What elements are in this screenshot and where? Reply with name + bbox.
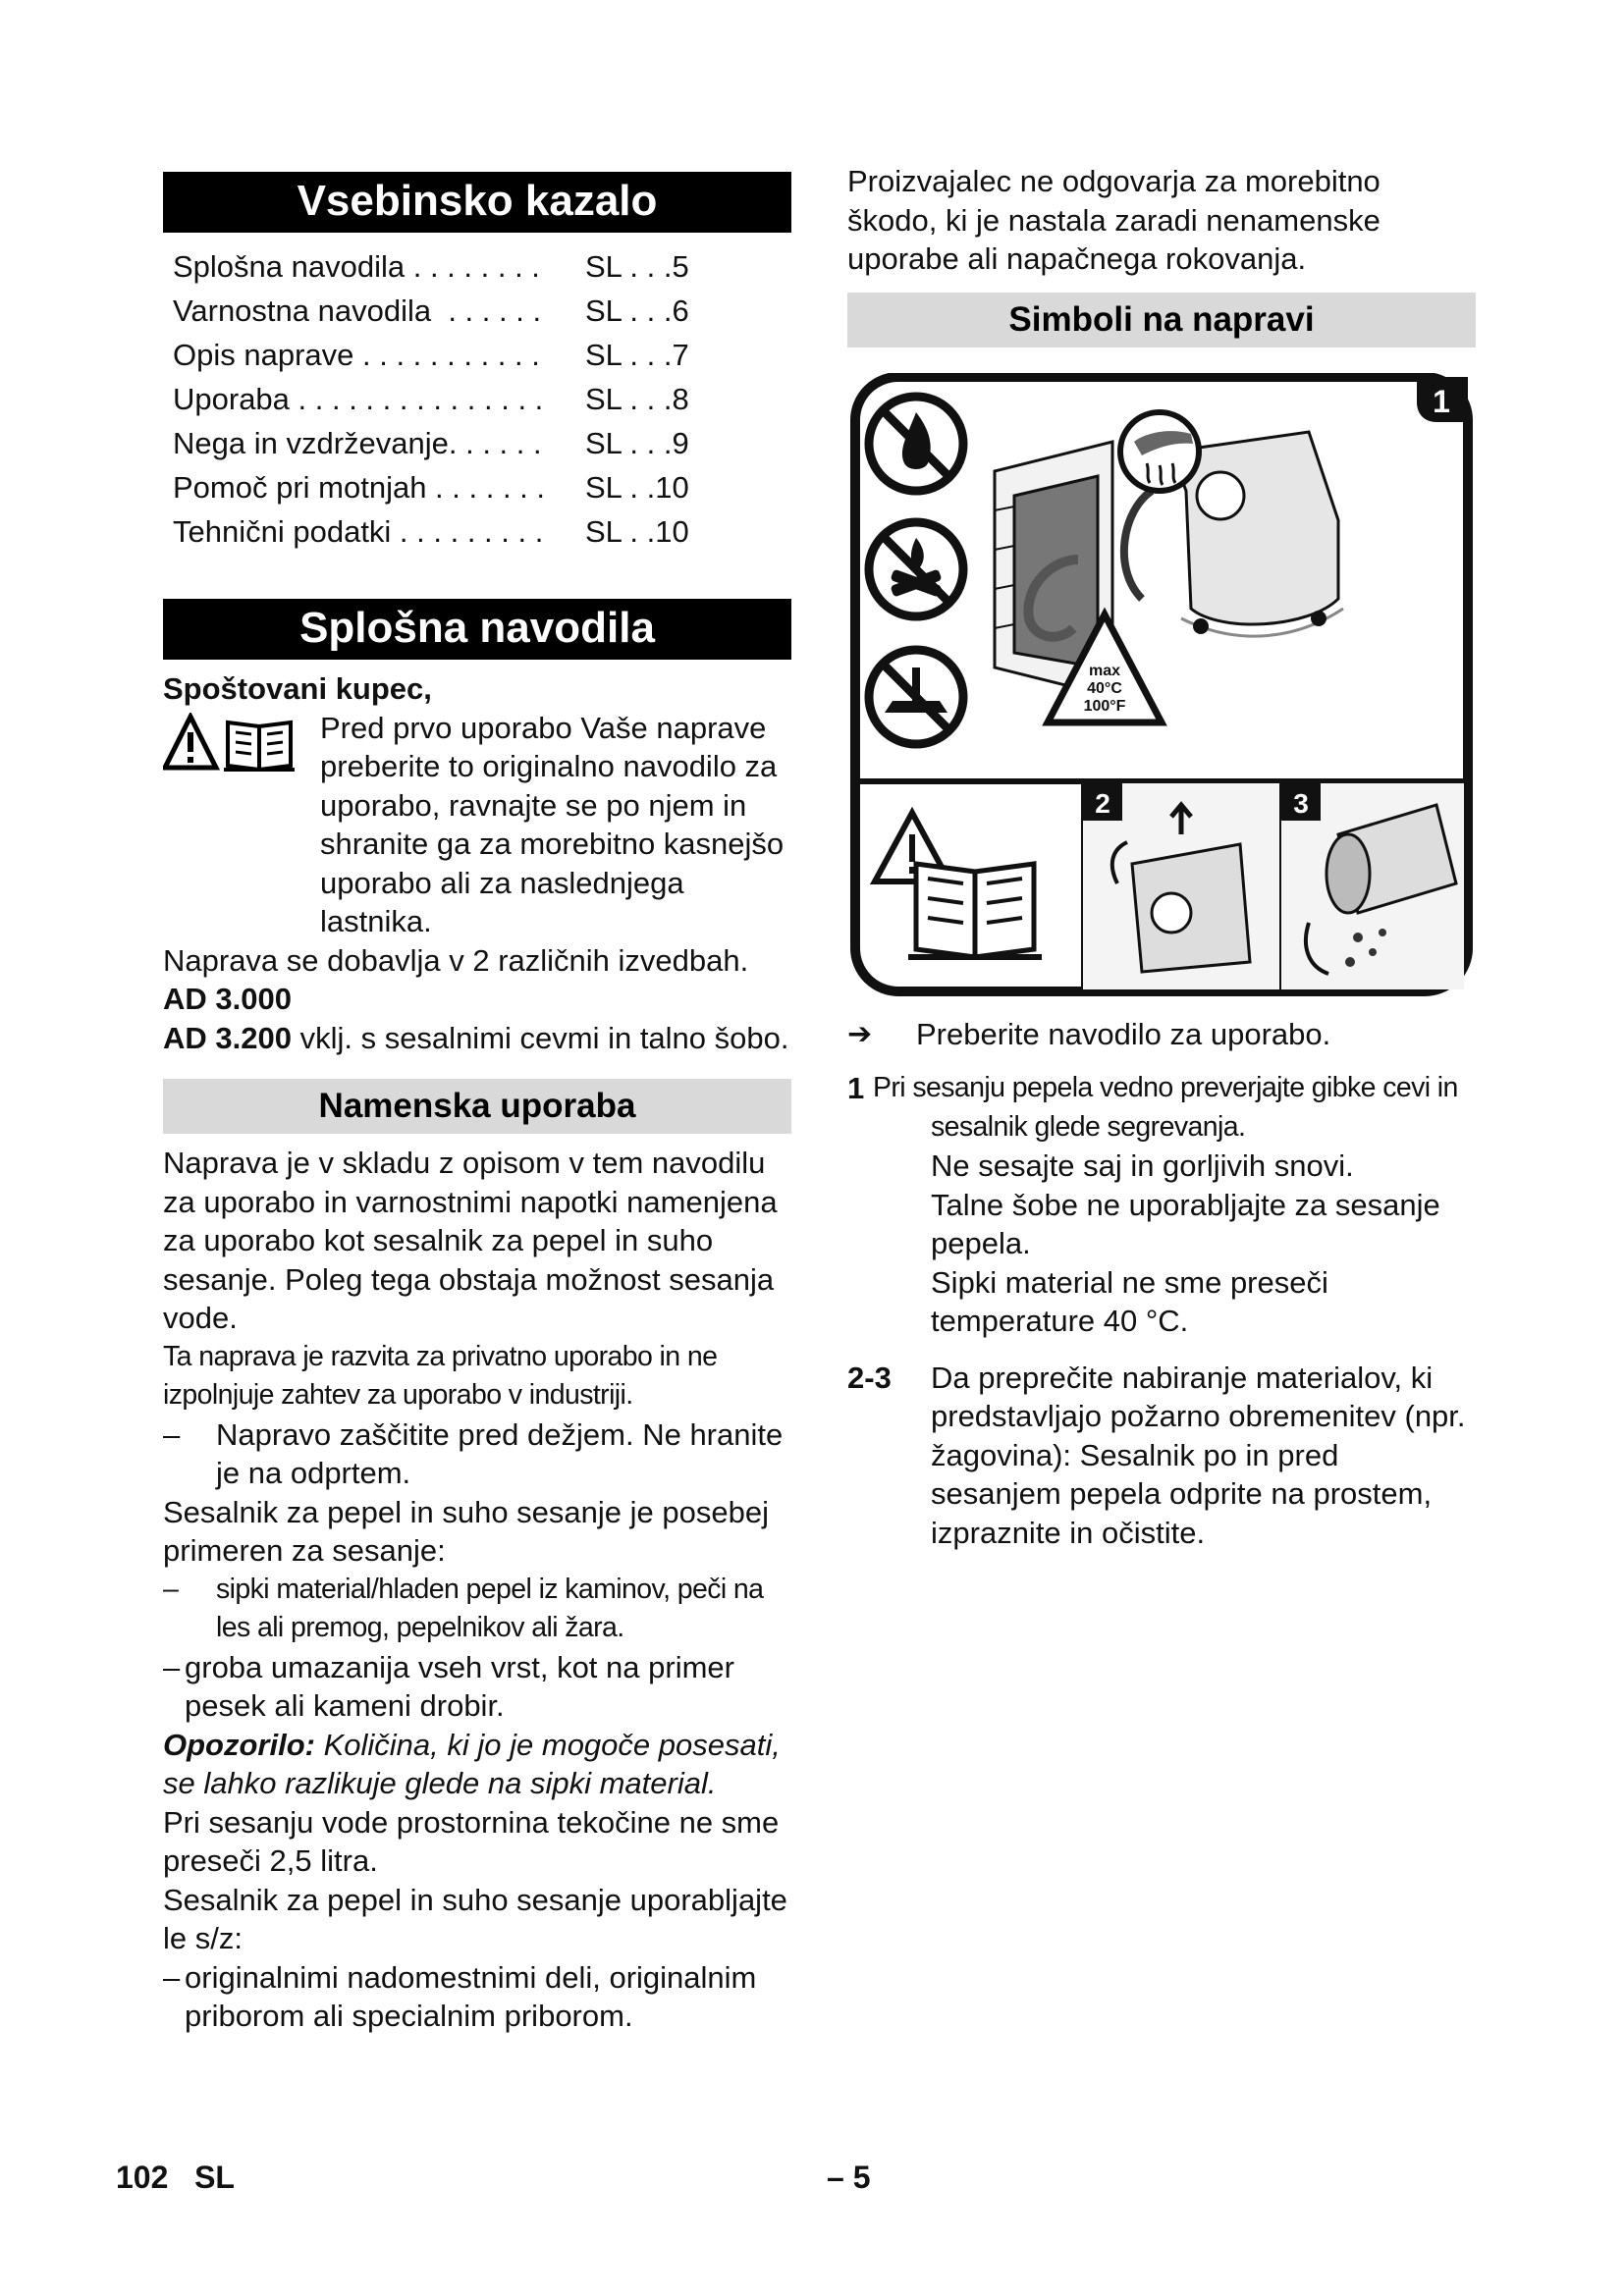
variant-ad3000: AD 3.000	[163, 982, 292, 1016]
table-of-contents	[163, 244, 791, 554]
toc-entry-page: SL . .10	[585, 514, 689, 549]
symbols-heading: Simboli na napravi	[847, 293, 1476, 347]
list-item: – Napravo zaščitite pred dežjem. Ne hranite je na odprtem.	[163, 1416, 784, 1490]
intended-use-heading: Namenska uporaba	[163, 1079, 791, 1134]
intro-text: Pred prvo uporabo Vaše naprave preberite to originalno navodilo za uporabo, ravnajte se po njem in shranite ga za morebitno kasnejšo uporabo ali za naslednjega lastnika.	[320, 710, 785, 938]
panel-3-illustration	[1281, 783, 1464, 989]
page-number: 102	[116, 2160, 169, 2195]
toc-row[interactable]	[163, 465, 791, 509]
symbol-explanation-1	[847, 1069, 1476, 1341]
list-item: – sipki material/hladen pepel iz kaminov, peči na les ali premog, pepelnikov ali žara.	[163, 1573, 764, 1643]
variant-ad3200	[163, 1019, 791, 1058]
item1-line3: Talne šobe ne uporabljajte za sesanje pepela.	[931, 1187, 1440, 1260]
toc-entry-title: Pomoč pri motnjah . . . . . . .	[173, 470, 546, 505]
variant-ad3200-model: AD 3.200	[163, 1020, 292, 1055]
read-manual-text: Preberite navodilo za uporabo.	[916, 1016, 1331, 1051]
toc-entry-title: Varnostna navodila . . . . . .	[173, 294, 542, 328]
item1-line4: Sipki material ne sme preseči temperature 40 °C.	[931, 1264, 1328, 1338]
suited-intro: Sesalnik za pepel in suho sesanje je posebej primeren za sesanje:	[163, 1494, 769, 1568]
item23-text: Da preprečite nabiranje materialov, ki predstavljajo požarno obremenitev (npr. žagovina): Sesalnik po in pred sesanjem pepela odprite na prostem, izpraznite in očistite.	[931, 1360, 1466, 1550]
left-column	[163, 172, 791, 2036]
panel-number-2: 2	[1095, 787, 1110, 819]
panel-2-illustration	[1083, 783, 1279, 989]
toc-row[interactable]	[163, 377, 791, 421]
warning-note	[163, 1726, 791, 1803]
toc-entry-page: SL . . .8	[585, 382, 689, 416]
toc-row[interactable]	[163, 509, 791, 554]
language-code: SL	[194, 2160, 235, 2195]
warning-manual-icon	[163, 713, 310, 772]
item1-line2: Ne sesajte saj in gorljivih snovi.	[931, 1148, 1354, 1183]
variant-ad3200-desc: vklj. s sesalnimi cevmi in talno šobo.	[291, 1020, 789, 1055]
intro-block	[163, 709, 791, 941]
list-item: – originalnimi nadomestnimi deli, originalnim priborom ali specialnim priborom.	[163, 1959, 757, 2033]
greeting: Spoštovani kupec,	[163, 671, 432, 706]
toc-entry-page: SL . . .6	[585, 294, 689, 328]
toc-entry-page: SL . . .9	[585, 426, 689, 460]
temp-celsius: 40°C	[1087, 679, 1122, 697]
footer-section-page: – 5	[827, 2160, 871, 2195]
warning-text: Količina, ki jo je mogoče posesati, se lahko razlikuje glede na sipki material.	[163, 1727, 781, 1800]
toc-entry-page: SL . .10	[585, 470, 689, 505]
device-symbols-figure	[847, 373, 1476, 1001]
toc-entry-title: Splošna navodila . . . . . . . .	[173, 249, 540, 284]
general-heading: Splošna navodila	[163, 599, 791, 660]
toc-row[interactable]	[163, 244, 791, 289]
toc-entry-title: Tehnični podatki . . . . . . . . .	[173, 514, 544, 549]
temp-fahrenheit: 100°F	[1083, 697, 1126, 715]
use-only-intro: Sesalnik za pepel in suho sesanje uporabljajte le s/z:	[163, 1882, 787, 1955]
right-column	[847, 162, 1476, 1552]
list-item: – groba umazanija vseh vrst, kot na primer pesek ali kameni drobir.	[163, 1649, 734, 1723]
liability-text: Proizvajalec ne odgovarja za morebitno škodo, ki je nastala zaradi nenamenske uporabe ali napačnega rokovanja.	[847, 164, 1380, 276]
symbol-explanation-2-3	[847, 1359, 1476, 1553]
read-manual-row	[847, 1015, 1476, 1054]
warning-label: Opozorilo:	[163, 1727, 315, 1762]
intended-use-p2: Ta naprava je razvita za privatno uporabo in ne izpolnjuje zahtev za uporabo v industriji.	[163, 1340, 718, 1411]
item-number: 2-3	[847, 1360, 892, 1395]
intended-use-p1: Naprava je v skladu z opisom v tem navodilu za uporabo in varnostnimi napotki namenjena za uporabo kot sesalnik za pepel in suho sesanje. Poleg tega obstaja možnost sesanja vode.	[163, 1146, 778, 1335]
toc-entry-page: SL . . .7	[585, 338, 689, 372]
toc-row[interactable]	[163, 421, 791, 465]
footer-page-number	[116, 2160, 235, 2196]
water-note: Pri sesanju vode prostornina tekočine ne sme preseči 2,5 litra.	[163, 1804, 780, 1878]
panel-number-3: 3	[1293, 787, 1309, 819]
variants-intro: Naprava se dobavlja v 2 različnih izvedbah.	[163, 942, 749, 978]
toc-row[interactable]	[163, 333, 791, 377]
item-number: 1	[847, 1071, 865, 1105]
item1-line1: Pri sesanju pepela vedno preverjajte gibke cevi in sesalnik glede segrevanja.	[873, 1072, 1458, 1143]
toc-row[interactable]	[163, 289, 791, 333]
toc-heading: Vsebinsko kazalo	[163, 172, 791, 233]
panel-number-1	[1417, 377, 1468, 422]
temp-max: max	[1088, 662, 1121, 679]
toc-entry-title: Nega in vzdrževanje. . . . . .	[173, 426, 542, 460]
toc-entry-page: SL . . .5	[585, 249, 689, 284]
toc-entry-title: Uporaba . . . . . . . . . . . . . . .	[173, 382, 544, 416]
arrow-right-icon: ➔	[847, 1017, 873, 1050]
svg-text:1: 1	[1433, 383, 1450, 419]
toc-entry-title: Opis naprave . . . . . . . . . . .	[173, 338, 540, 372]
hand-touch-icon	[1120, 412, 1199, 491]
